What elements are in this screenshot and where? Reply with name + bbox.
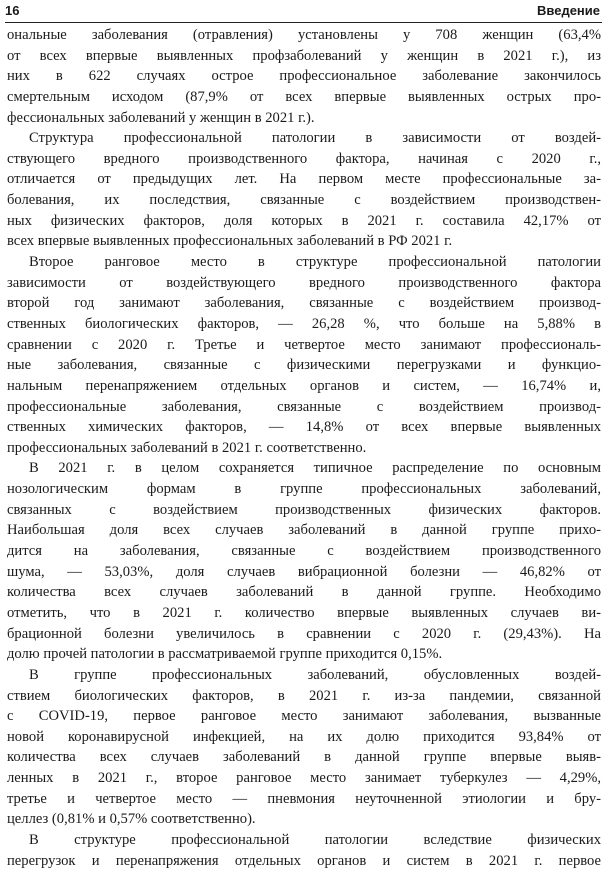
- text-line: второй год занимают заболевания, связанные с воздействием производ-: [7, 295, 601, 312]
- text-line: шума, — 53,03%, доля случаев вибрационной болезни — 46,82% от: [7, 563, 601, 580]
- text-line: ональные заболевания (отравления) установлены у 708 женщин (63,4%: [7, 27, 601, 43]
- text-line: профессиональные заболевания, связанные с воздействием производ-: [7, 398, 601, 415]
- text-line: ные заболевания, связанные с физическими перегрузками и функцио-: [7, 357, 601, 374]
- text-line: нозологическим формам в группе профессиональных заболеваний,: [7, 481, 601, 498]
- page-number: 16: [5, 3, 20, 18]
- text-line: ствием биологических факторов, в 2021 г. из-за пандемии, связанной: [7, 687, 601, 704]
- body-text: [7, 25, 601, 871]
- text-line: В структуре профессиональной патологии вследствие физических: [29, 831, 601, 848]
- running-header: [5, 0, 602, 23]
- text-line: количества всех случаев заболеваний в данной группе впервые выяв-: [7, 749, 601, 766]
- text-line: целлез (0,81% и 0,57% соответственно).: [7, 811, 256, 828]
- text-line: долю прочей патологии в рассматриваемой группе приходится 0,15%.: [7, 646, 443, 663]
- text-line: них в 622 случаях острое профессиональное заболевание закончилось: [7, 68, 601, 85]
- text-line: ных физических факторов, доля которых в 2021 г. составила 42,17% от: [7, 212, 601, 229]
- text-line: всех впервые выявленных профессиональных заболеваний в РФ 2021 г.: [7, 233, 453, 250]
- text-line: количества всех случаев заболеваний в данной группе. Необходимо: [7, 584, 601, 601]
- text-line: ственных химических факторов, — 14,8% от всех впервые выявленных: [7, 419, 601, 436]
- text-line: от всех впервые выявленных профзаболеваний у женщин в 2021 г.), из: [7, 47, 601, 64]
- text-line: связанных с воздействием производственных физических факторов.: [7, 501, 601, 518]
- text-line: Наибольшая доля всех случаев заболеваний в данной группе прихо-: [7, 522, 601, 539]
- text-line: Структура профессиональной патологии в зависимости от воздей-: [29, 130, 601, 147]
- text-line: перегрузок и перенапряжения отдельных органов и систем в 2021 г. первое: [7, 852, 601, 869]
- text-line: ственных биологических факторов, — 26,28 %, что больше на 5,88% в: [7, 315, 601, 332]
- text-line: третье и четвертое место — пневмония неуточненной этиологии и бру-: [7, 790, 601, 807]
- text-line: фессиональных заболеваний у женщин в 2021 г.).: [7, 109, 315, 126]
- text-line: новой коронавирусной инфекцией, на их долю приходится 93,84% от: [7, 728, 601, 745]
- text-line: брационной болезни увеличилось в сравнении с 2020 г. (29,43%). На: [7, 625, 601, 642]
- text-line: болевания, их последствия, связанные с воздействием производствен-: [7, 192, 601, 209]
- text-line: дится на заболевания, связанные с воздействием производственного: [7, 543, 601, 560]
- text-line: с COVID-19, первое ранговое место занимают заболевания, вызванные: [7, 708, 601, 725]
- text-line: В группе профессиональных заболеваний, обусловленных воздей-: [29, 666, 601, 683]
- text-line: профессиональных заболеваний в 2021 г. соответственно.: [7, 439, 367, 456]
- text-line: нальным перенапряжением отдельных органов и систем, — 16,74% и,: [7, 377, 601, 394]
- text-line: смертельным исходом (87,9% от всех впервые выявленных острых про-: [7, 88, 601, 105]
- text-line: отличается от предыдущих лет. На первом месте профессиональные за-: [7, 171, 601, 188]
- text-line: ленных в 2021 г., второе ранговое место занимает туберкулез — 4,29%,: [7, 770, 601, 787]
- text-line: зависимости от воздействующего вредного производственного фактора: [7, 274, 601, 291]
- text-line: ствующего вредного производственного фактора, начиная с 2020 г.,: [7, 150, 601, 167]
- section-title: Введение: [537, 3, 600, 18]
- text-line: отметить, что в 2021 г. количество впервые выявленных случаев ви-: [7, 604, 601, 621]
- text-line: Второе ранговое место в структуре профессиональной патологии: [29, 254, 601, 271]
- text-line: В 2021 г. в целом сохраняется типичное распределение по основным: [29, 460, 601, 477]
- text-line: сравнении с 2020 г. Третье и четвертое место занимают профессиональ-: [7, 336, 601, 353]
